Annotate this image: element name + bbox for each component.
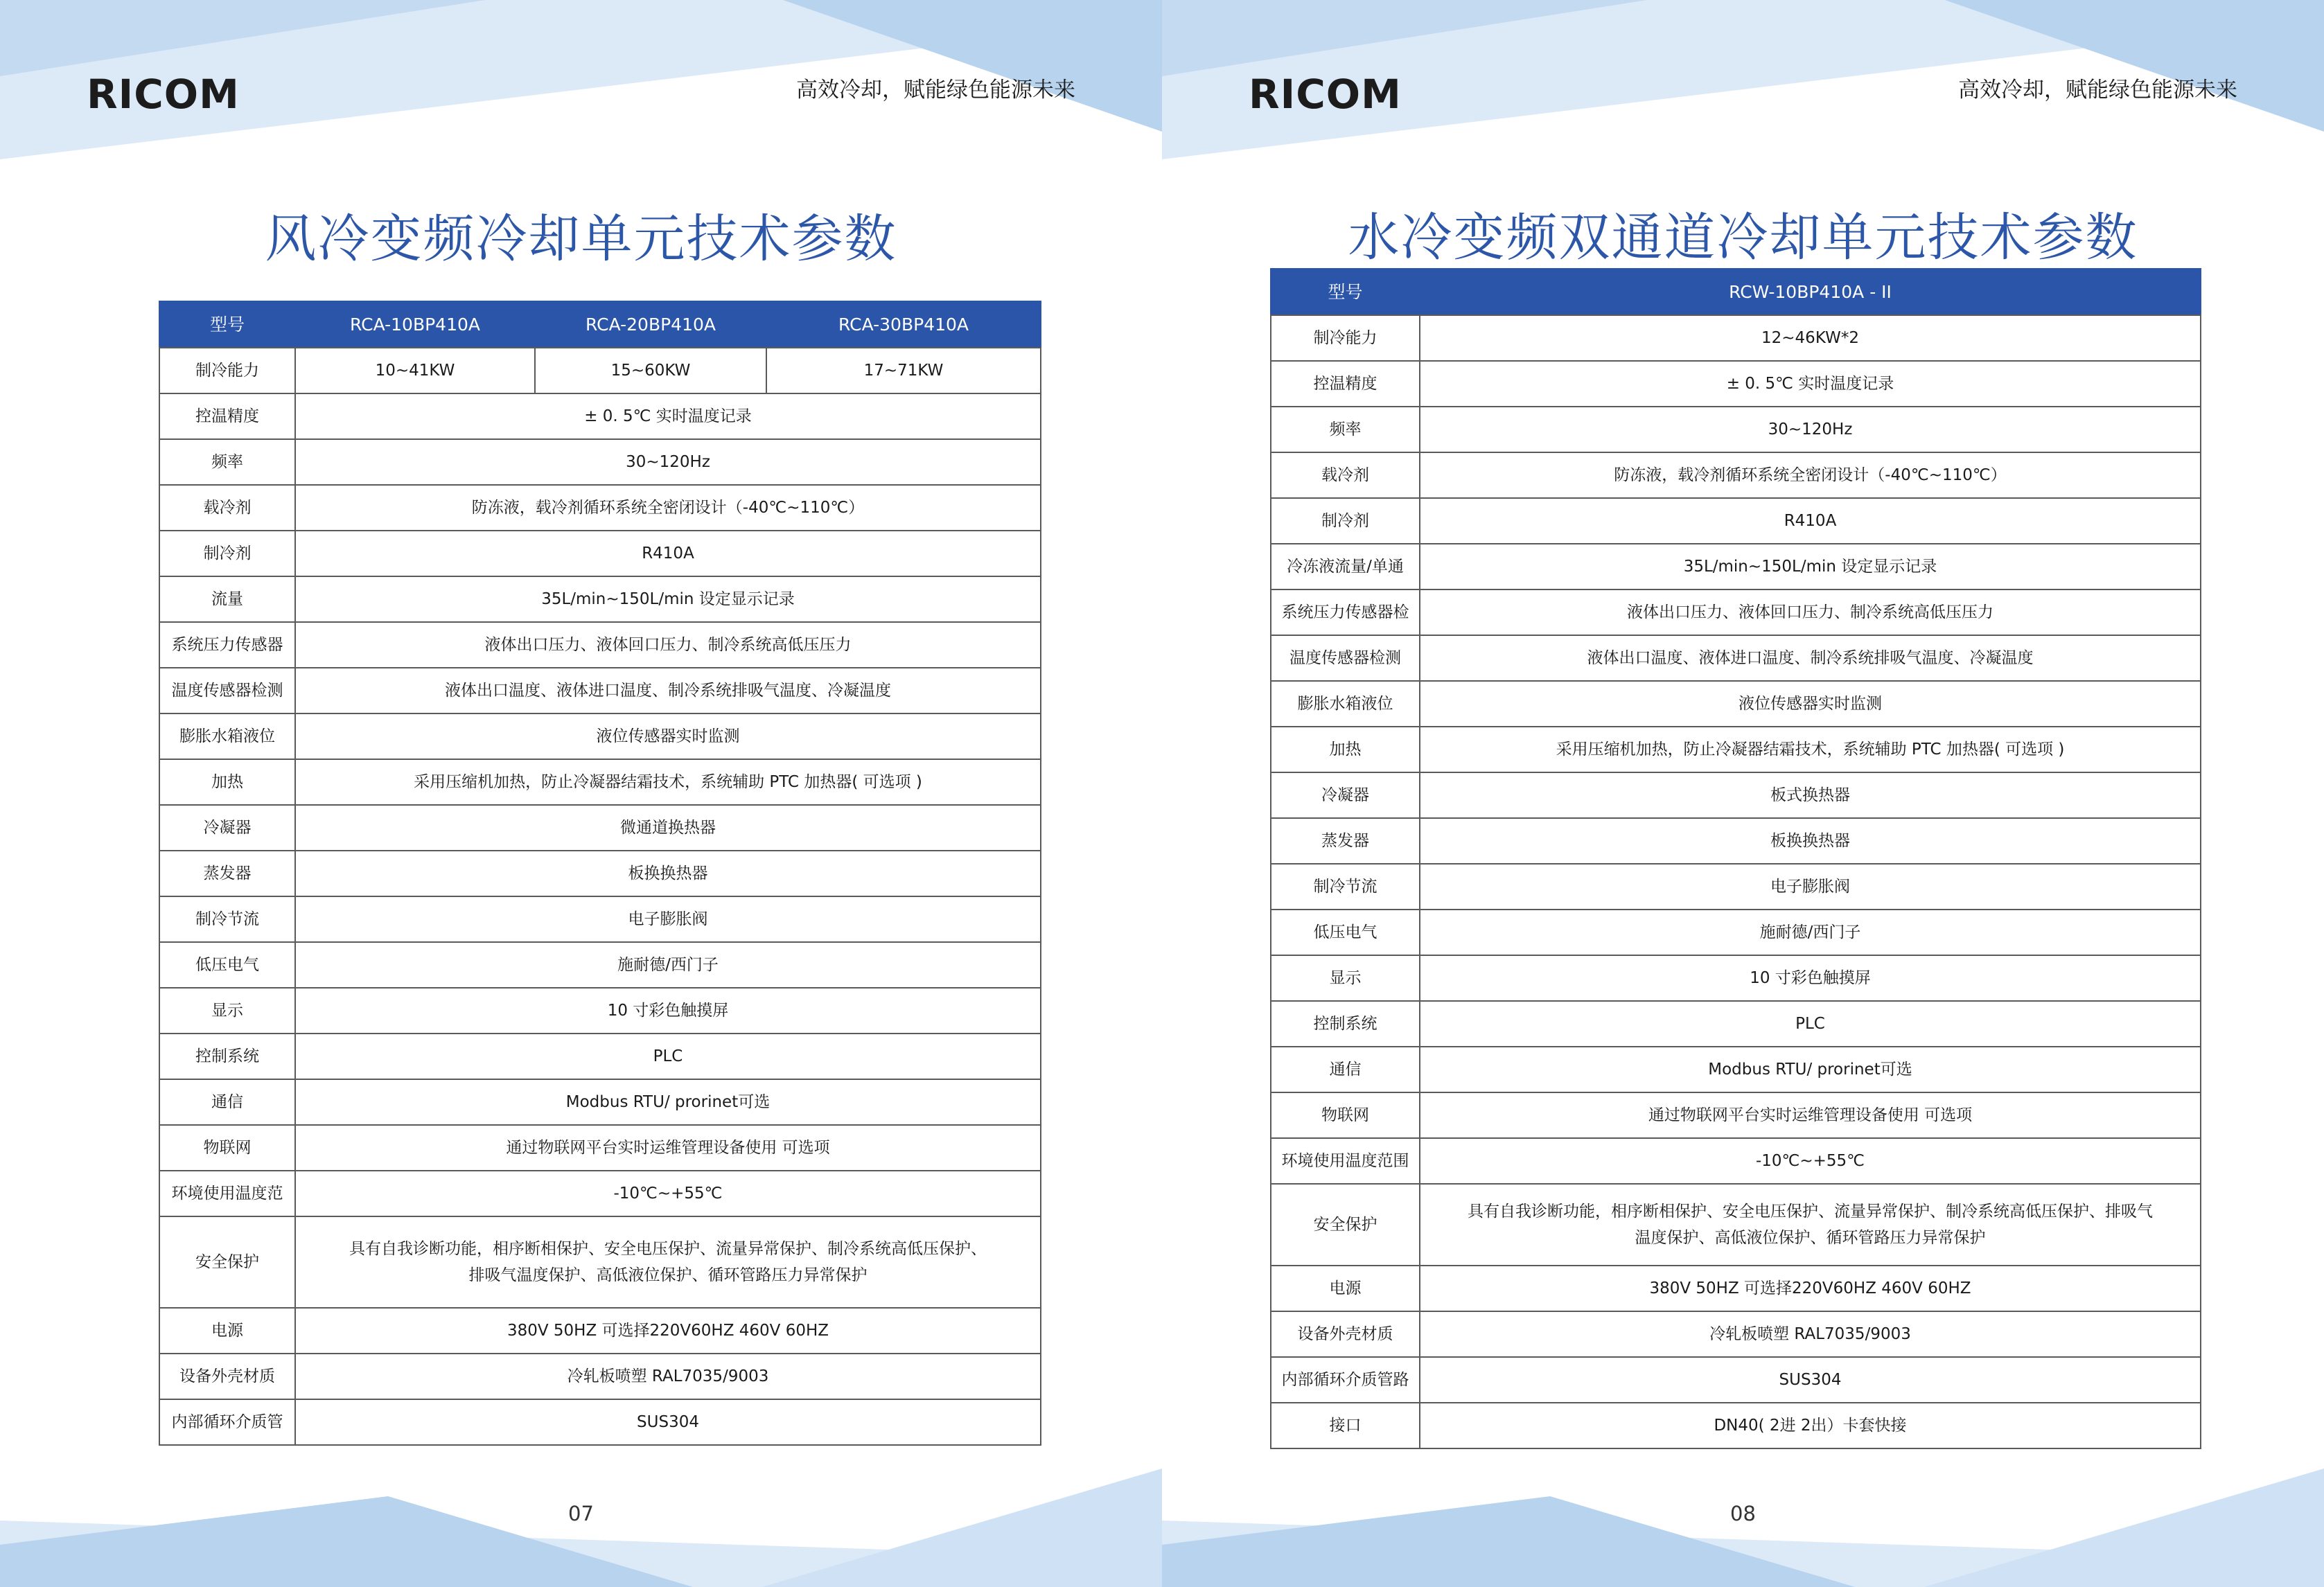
row-value: 冷轧板喷塑 RAL7035/9003 bbox=[295, 1354, 1041, 1399]
row-label: 电源 bbox=[1271, 1266, 1420, 1311]
table-row bbox=[1271, 864, 2201, 910]
page-number: 07 bbox=[568, 1502, 594, 1525]
table-row bbox=[159, 531, 1041, 576]
table-row bbox=[1271, 772, 2201, 818]
row-value: 液位传感器实时监测 bbox=[295, 713, 1041, 759]
row-value: DN40( 2进 2出）卡套快接 bbox=[1420, 1403, 2201, 1448]
table-row bbox=[159, 485, 1041, 531]
table-row bbox=[1271, 1001, 2201, 1047]
row-label: 控制系统 bbox=[1271, 1001, 1420, 1047]
row-value: 35L/min~150L/min 设定显示记录 bbox=[1420, 544, 2201, 589]
row-label: 电源 bbox=[159, 1308, 295, 1354]
table-row bbox=[1271, 589, 2201, 635]
model-label: 型号 bbox=[1271, 269, 1420, 315]
table-row bbox=[159, 759, 1041, 805]
row-value: 电子膨胀阀 bbox=[295, 896, 1041, 942]
row-label: 低压电气 bbox=[159, 942, 295, 988]
row-value: 液体出口温度、液体进口温度、制冷系统排吸气温度、冷凝温度 bbox=[295, 668, 1041, 713]
spec-table-water-cooled bbox=[1270, 268, 2201, 1449]
row-value: 板式换热器 bbox=[1420, 772, 2201, 818]
row-value: 液体出口压力、液体回口压力、制冷系统高低压压力 bbox=[295, 622, 1041, 668]
table-row bbox=[1271, 315, 2201, 361]
row-value: 具有自我诊断功能，相序断相保护、安全电压保护、流量异常保护、制冷系统高低压保护、排吸气 温度保护、高低液位保护、循环管路压力异常保护 bbox=[1420, 1184, 2201, 1266]
table-row bbox=[1271, 407, 2201, 452]
table-row bbox=[1271, 498, 2201, 544]
row-label: 显示 bbox=[1271, 955, 1420, 1001]
row-value: 施耐德/西门子 bbox=[1420, 910, 2201, 955]
table-row bbox=[1271, 910, 2201, 955]
row-label: 膨胀水箱液位 bbox=[159, 713, 295, 759]
row-label: 接口 bbox=[1271, 1403, 1420, 1448]
row-value: -10℃~+55℃ bbox=[295, 1171, 1041, 1216]
row-value: 液体出口压力、液体回口压力、制冷系统高低压压力 bbox=[1420, 589, 2201, 635]
row-label: 物联网 bbox=[159, 1125, 295, 1171]
page-title: 风冷变频冷却单元技术参数 bbox=[265, 209, 897, 269]
table-row bbox=[159, 1171, 1041, 1216]
row-value: PLC bbox=[1420, 1001, 2201, 1047]
row-label: 内部循环介质管 bbox=[159, 1399, 295, 1445]
row-label: 安全保护 bbox=[1271, 1184, 1420, 1266]
table-row bbox=[1271, 1357, 2201, 1403]
table-row bbox=[159, 439, 1041, 485]
row-value: 15~60KW bbox=[535, 348, 766, 393]
row-value: 10 寸彩色触摸屏 bbox=[1420, 955, 2201, 1001]
row-label: 系统压力传感器检 bbox=[1271, 589, 1420, 635]
row-value: Modbus RTU/ prorinet可选 bbox=[295, 1079, 1041, 1125]
row-label: 膨胀水箱液位 bbox=[1271, 681, 1420, 727]
row-value: 380V 50HZ 可选择220V60HZ 460V 60HZ bbox=[295, 1308, 1041, 1354]
row-value: 施耐德/西门子 bbox=[295, 942, 1041, 988]
row-label: 加热 bbox=[159, 759, 295, 805]
row-label: 载冷剂 bbox=[159, 485, 295, 531]
table-row bbox=[159, 713, 1041, 759]
row-label: 系统压力传感器 bbox=[159, 622, 295, 668]
row-label: 流量 bbox=[159, 576, 295, 622]
model-name: RCW-10BP410A - II bbox=[1420, 269, 2201, 315]
table-row bbox=[1271, 1092, 2201, 1138]
model-label: 型号 bbox=[159, 301, 295, 348]
model-name: RCA-20BP410A bbox=[535, 301, 766, 348]
table-header-row bbox=[1271, 269, 2201, 315]
table-row bbox=[159, 668, 1041, 713]
table-row bbox=[159, 1308, 1041, 1354]
row-value: 微通道换热器 bbox=[295, 805, 1041, 851]
row-label: 温度传感器检测 bbox=[159, 668, 295, 713]
brand-slogan: 高效冷却，赋能绿色能源未来 bbox=[796, 78, 1075, 103]
row-label: 冷冻液流量/单通 bbox=[1271, 544, 1420, 589]
table-row bbox=[1271, 681, 2201, 727]
table-row bbox=[1271, 818, 2201, 864]
row-label: 物联网 bbox=[1271, 1092, 1420, 1138]
row-value: 板换换热器 bbox=[1420, 818, 2201, 864]
row-value: 10~41KW bbox=[295, 348, 535, 393]
table-row bbox=[1271, 1184, 2201, 1266]
table-row bbox=[159, 942, 1041, 988]
table-row bbox=[159, 805, 1041, 851]
row-value: 冷轧板喷塑 RAL7035/9003 bbox=[1420, 1311, 2201, 1357]
row-label: 制冷剂 bbox=[1271, 498, 1420, 544]
table-header-row bbox=[159, 301, 1041, 348]
row-value: 通过物联网平台实时运维管理设备使用 可选项 bbox=[1420, 1092, 2201, 1138]
brand-logo: RICOM bbox=[1249, 71, 1402, 118]
row-label: 设备外壳材质 bbox=[1271, 1311, 1420, 1357]
row-label: 设备外壳材质 bbox=[159, 1354, 295, 1399]
row-value: ± 0. 5℃ 实时温度记录 bbox=[1420, 361, 2201, 407]
row-label: 通信 bbox=[1271, 1047, 1420, 1092]
table-row bbox=[1271, 452, 2201, 498]
row-label: 低压电气 bbox=[1271, 910, 1420, 955]
row-label: 制冷节流 bbox=[1271, 864, 1420, 910]
table-row bbox=[1271, 361, 2201, 407]
row-value: 防冻液，载冷剂循环系统全密闭设计（-40℃~110℃） bbox=[1420, 452, 2201, 498]
row-value: 380V 50HZ 可选择220V60HZ 460V 60HZ bbox=[1420, 1266, 2201, 1311]
table-row bbox=[1271, 1138, 2201, 1184]
table-row bbox=[159, 393, 1041, 439]
row-value: 采用压缩机加热，防止冷凝器结霜技术，系统辅助 PTC 加热器( 可选项 ) bbox=[295, 759, 1041, 805]
row-label: 环境使用温度范围 bbox=[1271, 1138, 1420, 1184]
row-value: Modbus RTU/ prorinet可选 bbox=[1420, 1047, 2201, 1092]
row-label: 控温精度 bbox=[159, 393, 295, 439]
table-row bbox=[159, 988, 1041, 1034]
row-value: 30~120Hz bbox=[1420, 407, 2201, 452]
row-label: 通信 bbox=[159, 1079, 295, 1125]
page-number: 08 bbox=[1730, 1502, 1756, 1525]
table-row bbox=[159, 1034, 1041, 1079]
model-name: RCA-30BP410A bbox=[766, 301, 1041, 348]
table-row bbox=[159, 348, 1041, 393]
row-value: PLC bbox=[295, 1034, 1041, 1079]
table-row bbox=[159, 851, 1041, 896]
row-value: 采用压缩机加热，防止冷凝器结霜技术，系统辅助 PTC 加热器( 可选项 ) bbox=[1420, 727, 2201, 772]
table-row bbox=[159, 1125, 1041, 1171]
row-value: 液体出口温度、液体进口温度、制冷系统排吸气温度、冷凝温度 bbox=[1420, 635, 2201, 681]
row-label: 蒸发器 bbox=[159, 851, 295, 896]
row-value: 液位传感器实时监测 bbox=[1420, 681, 2201, 727]
table-row bbox=[1271, 955, 2201, 1001]
row-label: 频率 bbox=[159, 439, 295, 485]
row-label: 制冷节流 bbox=[159, 896, 295, 942]
row-label: 内部循环介质管路 bbox=[1271, 1357, 1420, 1403]
table-row bbox=[159, 1216, 1041, 1308]
row-label: 控温精度 bbox=[1271, 361, 1420, 407]
table-row bbox=[159, 896, 1041, 942]
row-label: 安全保护 bbox=[159, 1216, 295, 1308]
row-label: 控制系统 bbox=[159, 1034, 295, 1079]
table-row bbox=[1271, 1266, 2201, 1311]
row-value: 30~120Hz bbox=[295, 439, 1041, 485]
brand-slogan: 高效冷却，赋能绿色能源未来 bbox=[1958, 78, 2237, 103]
table-row bbox=[159, 1354, 1041, 1399]
row-label: 载冷剂 bbox=[1271, 452, 1420, 498]
table-row bbox=[1271, 727, 2201, 772]
row-value: -10℃~+55℃ bbox=[1420, 1138, 2201, 1184]
row-label: 显示 bbox=[159, 988, 295, 1034]
table-row bbox=[1271, 1403, 2201, 1448]
table-row bbox=[159, 576, 1041, 622]
table-row bbox=[159, 622, 1041, 668]
row-value: 10 寸彩色触摸屏 bbox=[295, 988, 1041, 1034]
row-value: 防冻液，载冷剂循环系统全密闭设计（-40℃~110℃） bbox=[295, 485, 1041, 531]
model-name: RCA-10BP410A bbox=[295, 301, 535, 348]
row-value: 板换换热器 bbox=[295, 851, 1041, 896]
table-row bbox=[1271, 1311, 2201, 1357]
table-row bbox=[1271, 544, 2201, 589]
page-title: 水冷变频双通道冷却单元技术参数 bbox=[1348, 208, 2138, 267]
row-label: 温度传感器检测 bbox=[1271, 635, 1420, 681]
row-value: 具有自我诊断功能，相序断相保护、安全电压保护、流量异常保护、制冷系统高低压保护、 排吸气温度保护、高低液位保护、循环管路压力异常保护 bbox=[295, 1216, 1041, 1308]
row-value: 电子膨胀阀 bbox=[1420, 864, 2201, 910]
row-value: 17~71KW bbox=[766, 348, 1041, 393]
row-label: 冷凝器 bbox=[159, 805, 295, 851]
row-label: 加热 bbox=[1271, 727, 1420, 772]
page-right bbox=[1162, 0, 2324, 1587]
row-label: 环境使用温度范 bbox=[159, 1171, 295, 1216]
row-label: 频率 bbox=[1271, 407, 1420, 452]
brand-logo: RICOM bbox=[87, 71, 240, 118]
row-value: R410A bbox=[1420, 498, 2201, 544]
row-value: R410A bbox=[295, 531, 1041, 576]
row-value: 35L/min~150L/min 设定显示记录 bbox=[295, 576, 1041, 622]
row-value: ± 0. 5℃ 实时温度记录 bbox=[295, 393, 1041, 439]
row-label: 蒸发器 bbox=[1271, 818, 1420, 864]
spec-table-air-cooled bbox=[159, 301, 1041, 1446]
row-label: 制冷能力 bbox=[159, 348, 295, 393]
row-label: 制冷能力 bbox=[1271, 315, 1420, 361]
row-label: 冷凝器 bbox=[1271, 772, 1420, 818]
table-row bbox=[159, 1399, 1041, 1445]
row-value: SUS304 bbox=[1420, 1357, 2201, 1403]
table-row bbox=[1271, 635, 2201, 681]
table-row bbox=[159, 1079, 1041, 1125]
row-label: 制冷剂 bbox=[159, 531, 295, 576]
table-row bbox=[1271, 1047, 2201, 1092]
row-value: 通过物联网平台实时运维管理设备使用 可选项 bbox=[295, 1125, 1041, 1171]
row-value: 12~46KW*2 bbox=[1420, 315, 2201, 361]
row-value: SUS304 bbox=[295, 1399, 1041, 1445]
